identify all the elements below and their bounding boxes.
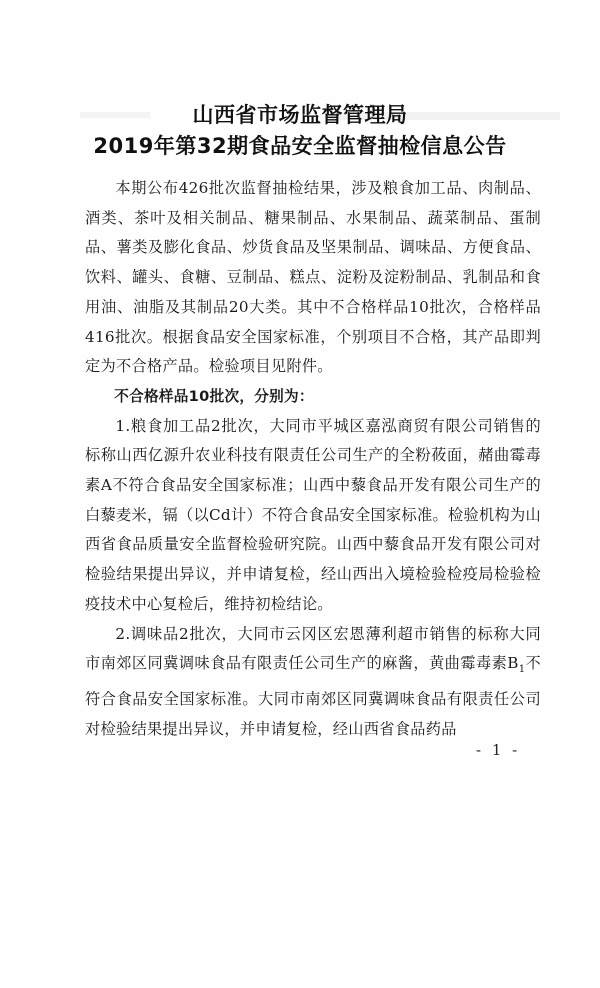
- condiments-text-part2: 不符合食品安全国家标准。大同市南郊区同冀调味食品有限责任公司对检验结果提出异议，并申请复检，经山西省食品药品: [85, 654, 541, 738]
- intro-paragraph: 本期公布426批次监督抽检结果，涉及粮食加工品、肉制品、酒类、茶叶及相关制品、糖果制品、水果制品、蔬菜制品、蛋制品、薯类及膨化食品、炒货食品及坚果制品、调味品、方便食品、饮料、罐头、食糖、豆制品、糕点、淀粉及淀粉制品、乳制品和食用油、油脂及其制品20大类。其中不合格样品10批次，合格样品416批次。根据食品安全国家标准，个别项目不合格，其产品即判定为不合格产品。检验项目见附件。: [85, 179, 541, 376]
- unqualified-samples-heading: 不合格样品10批次，分别为：: [114, 387, 314, 405]
- document-title-agency: 山西省市场监督管理局: [192, 103, 408, 127]
- grain-products-paragraph: 1.粮食加工品2批次，大同市平城区嘉泓商贸有限公司销售的标称山西亿源升农业科技有限责任公司生产的全粉莜面，赭曲霉毒素A不符合食品安全国家标准；山西中藜食品开发有限公司生产的白藜麦米，镉（以Cd计）不符合食品安全国家标准。检验机构为山西省食品质量安全监督检验研究院。山西中藜食品开发有限公司对检验结果提出异议，并申请复检，经山西出入境检验检疫局检验检疫技术中心复检后，维持初检结论。: [85, 416, 541, 613]
- aflatoxin-subscript: 1: [518, 664, 526, 676]
- condiments-text-part1: 2.调味品2批次，大同市云冈区宏恩薄利超市销售的标称大同市南郊区同冀调味食品有限责任公司生产的麻酱，黄曲霉毒素B: [85, 624, 541, 673]
- condiments-paragraph: [85, 620, 541, 745]
- page-number: - 1 -: [476, 741, 521, 759]
- document-body: [85, 174, 541, 744]
- document-title-notice: 2019年第32期食品安全监督抽检信息公告: [93, 134, 507, 158]
